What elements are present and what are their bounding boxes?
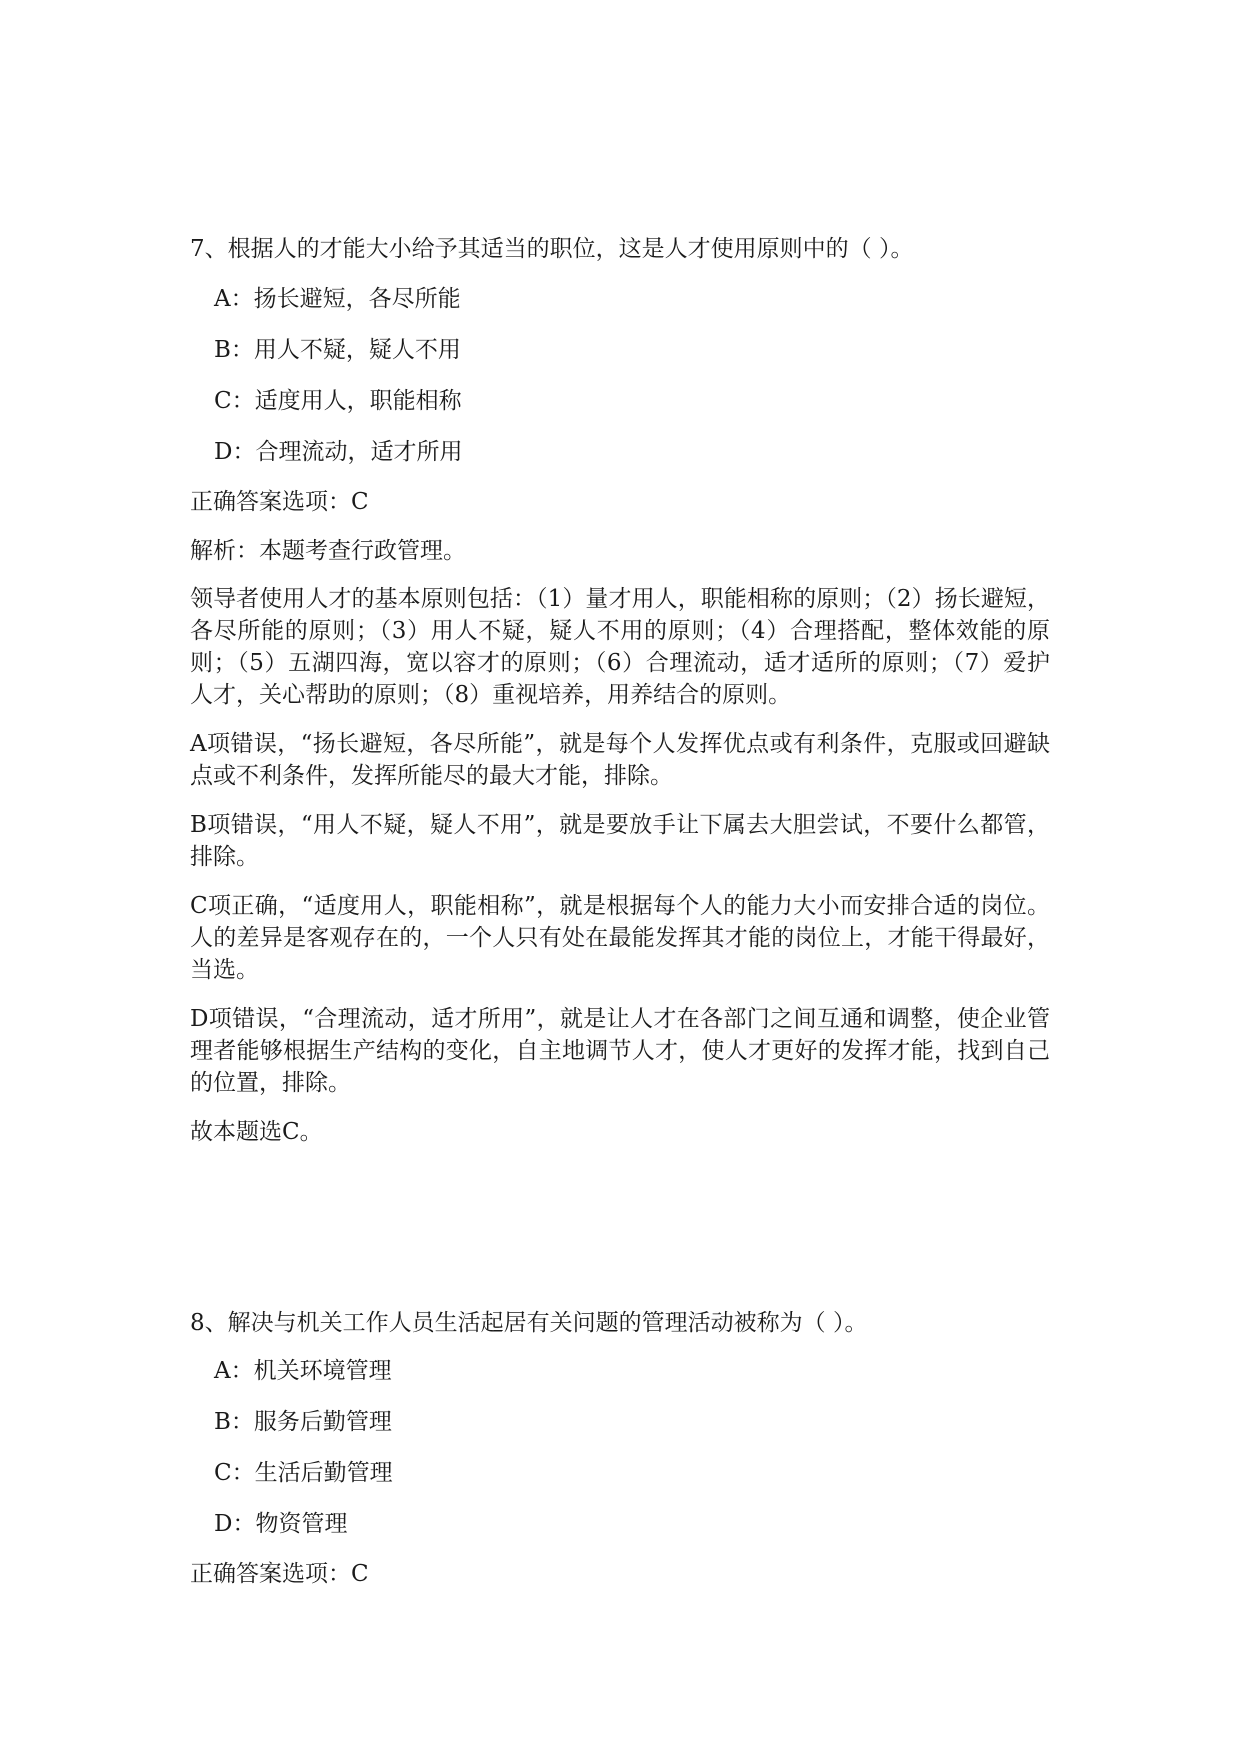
question-7-analysis-b: B项错误，“用人不疑，疑人不用”，就是要放手让下属去大胆尝试，不要什么都管，排除。 — [190, 812, 1050, 870]
question-7-block — [190, 232, 1050, 1148]
question-7-option-d: D：合理流动，适才所用 — [214, 439, 463, 465]
question-8-text: 8、解决与机关工作人员生活起居有关问题的管理活动被称为（ ）。 — [190, 1310, 868, 1336]
question-8-option-b: B：服务后勤管理 — [214, 1409, 392, 1435]
question-7-analysis-c: C项正确，“适度用人，职能相称”，就是根据每个人的能力大小而安排合适的岗位。人的差异是客观存在的，一个人只有处在最能发挥其才能的岗位上，才能干得最好，当选。 — [190, 893, 1050, 983]
question-7-analysis-principles: 领导者使用人才的基本原则包括：（1）量才用人，职能相称的原则；（2）扬长避短，各尽所能的原则；（3）用人不疑，疑人不用的原则；（4）合理搭配，整体效能的原则；（5）五湖四海，宽以容才的原则；（6）合理流动，适才适所的原则；（7）爱护人才，关心帮助的原则；（8）重视培养，用养结合的原则。 — [190, 586, 1050, 708]
question-8-option-d: D：物资管理 — [214, 1511, 348, 1537]
question-7-analysis-a: A项错误，“扬长避短，各尽所能”，就是每个人发挥优点或有利条件，克服或回避缺点或不利条件，发挥所能尽的最大才能，排除。 — [190, 731, 1050, 789]
question-7-option-c: C：适度用人，职能相称 — [214, 388, 462, 414]
question-7-conclusion: 故本题选C。 — [190, 1119, 323, 1145]
question-7-analysis-d: D项错误，“合理流动，适才所用”，就是让人才在各部门之间互通和调整，使企业管理者能够根据生产结构的变化，自主地调节人才，使人才更好的发挥才能，找到自己的位置，排除。 — [190, 1006, 1050, 1096]
question-7-analysis-title: 解析：本题考查行政管理。 — [190, 538, 466, 564]
question-7-text: 7、根据人的才能大小给予其适当的职位，这是人才使用原则中的（ ）。 — [190, 236, 914, 262]
question-8-option-c: C：生活后勤管理 — [214, 1460, 393, 1486]
question-8-block — [190, 1306, 1050, 1591]
question-7-answer: 正确答案选项：C — [190, 489, 369, 515]
question-7-option-a: A：扬长避短，各尽所能 — [214, 286, 461, 312]
question-8-answer: 正确答案选项：C — [190, 1561, 369, 1587]
question-7-option-b: B：用人不疑，疑人不用 — [214, 337, 461, 363]
question-8-option-a: A：机关环境管理 — [214, 1358, 392, 1384]
